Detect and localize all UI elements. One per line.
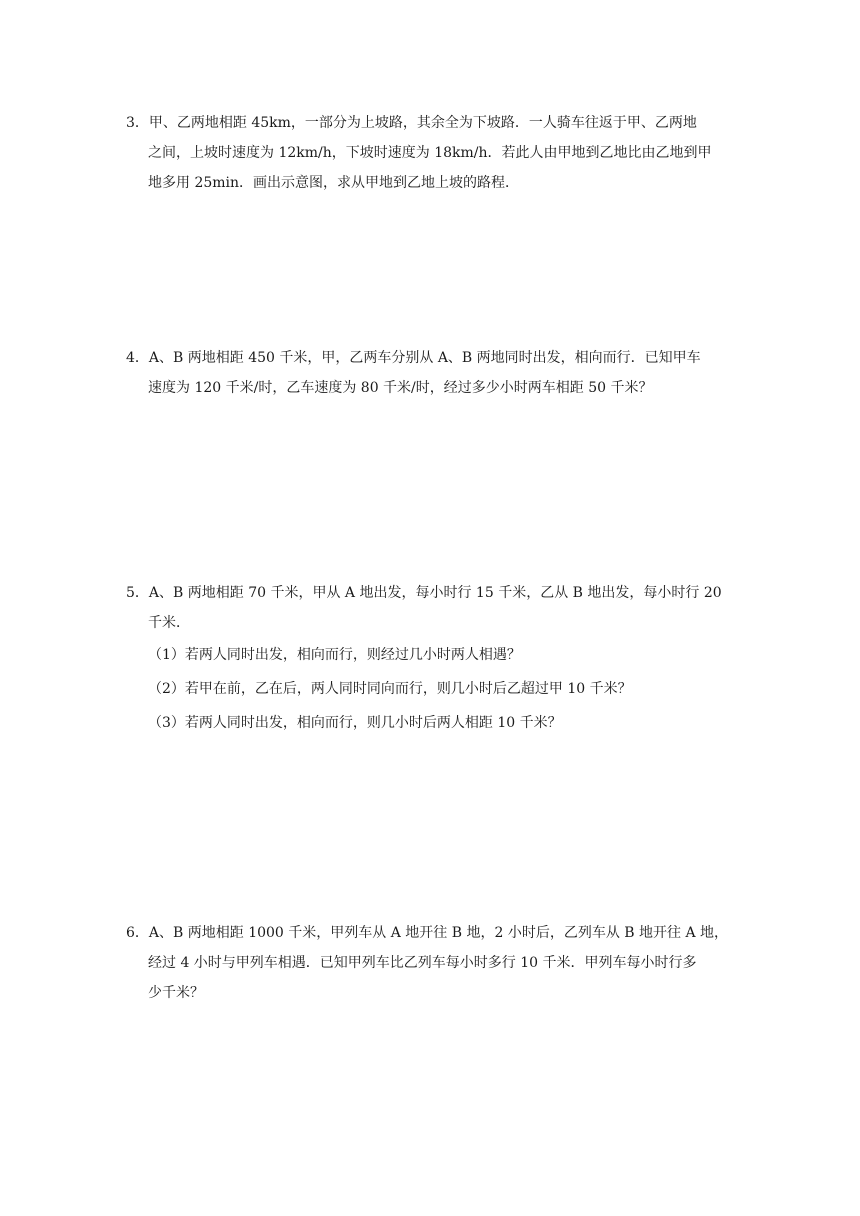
problem-5-sub-3: （3）若两人同时出发，相向而行，则几小时后两人相距 10 千米？ — [148, 715, 562, 731]
problem-5-line-1: 5．A、B 两地相距 70 千米，甲从 A 地出发，每小时行 15 千米，乙从 B 地出发，每小时行 20 — [126, 585, 722, 601]
problem-6-line-1: 6．A、B 两地相距 1000 千米，甲列车从 A 地开往 B 地，2 小时后，乙列车从 B 地开往 A 地， — [126, 925, 729, 941]
problem-6-line-3: 少千米？ — [148, 985, 204, 1001]
problem-3-line-2: 之间，上坡时速度为 12km/h，下坡时速度为 18km/h．若此人由甲地到乙地比由乙地到甲 — [148, 145, 712, 161]
problem-6-line-2: 经过 4 小时与甲列车相遇．已知甲列车比乙列车每小时多行 10 千米．甲列车每小时行多 — [148, 955, 697, 971]
problem-5-sub-2: （2）若甲在前，乙在后，两人同时同向而行，则几小时后乙超过甲 10 千米？ — [148, 681, 632, 697]
problem-3-line-3: 地多用 25min．画出示意图，求从甲地到乙地上坡的路程． — [148, 175, 520, 191]
problem-4-line-2: 速度为 120 千米/时，乙车速度为 80 千米/时，经过多少小时两车相距 50 千米？ — [148, 380, 653, 396]
problem-3-line-1: 3．甲、乙两地相距 45km，一部分为上坡路，其余全为下坡路．一人骑车往返于甲、乙两地 — [126, 115, 697, 131]
problem-4 — [126, 343, 736, 403]
problem-3 — [126, 108, 736, 198]
problem-5 — [126, 578, 736, 740]
problem-5-line-2: 千米． — [148, 615, 190, 631]
problem-5-sub-1: （1）若两人同时出发，相向而行，则经过几小时两人相遇？ — [148, 647, 521, 663]
problem-4-line-1: 4．A、B 两地相距 450 千米，甲，乙两车分别从 A、B 两地同时出发，相向而行．已知甲车 — [126, 350, 701, 366]
problem-6 — [126, 918, 736, 1008]
